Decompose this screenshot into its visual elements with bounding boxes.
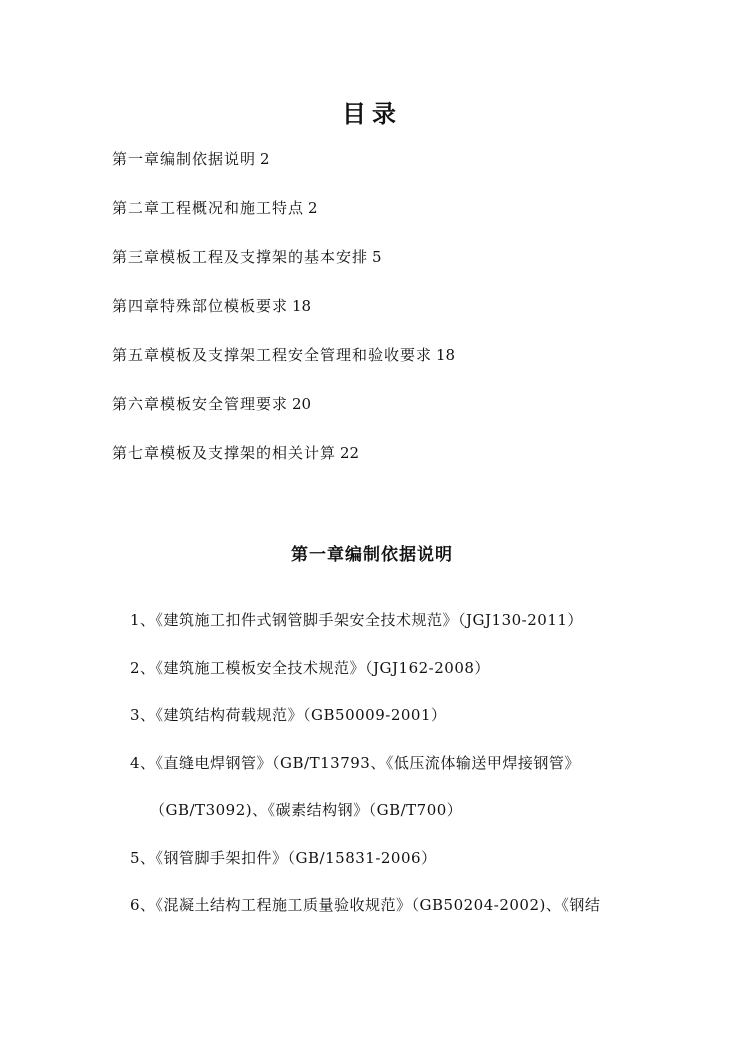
toc-list <box>112 146 455 489</box>
toc-entry-5[interactable] <box>112 342 455 391</box>
basis-list <box>130 606 600 939</box>
basis-line-4: 4、《直缝电焊钢管》（GB/T13793、《低压流体输送甲焊接钢管》 <box>130 753 580 772</box>
toc-entry-page: 2 <box>308 199 318 217</box>
toc-entry-page: 20 <box>292 395 312 413</box>
toc-entry-label: 第五章模板及支撑架工程安全管理和验收要求 <box>112 346 433 364</box>
toc-entry-page: 5 <box>372 248 382 266</box>
basis-line-1: 1、《建筑施工扣件式钢管脚手架安全技术规范》（JGJ130-2011） <box>130 611 583 629</box>
toc-entry-4[interactable] <box>112 293 455 342</box>
basis-line-3: 3、《建筑结构荷载规范》（GB50009-2001） <box>130 706 447 724</box>
toc-entry-6[interactable] <box>112 391 455 440</box>
toc-entry-1[interactable] <box>112 146 455 195</box>
basis-line-5: 5、《钢管脚手架扣件》（GB/15831-2006） <box>130 848 437 867</box>
toc-entry-7[interactable] <box>112 440 455 489</box>
toc-entry-label: 第一章编制依据说明 <box>112 150 257 168</box>
toc-entry-page: 18 <box>436 346 456 364</box>
toc-entry-2[interactable] <box>112 195 455 244</box>
toc-entry-label: 第四章特殊部位模板要求 <box>112 297 289 315</box>
toc-entry-label: 第三章模板工程及支撑架的基本安排 <box>112 248 369 266</box>
toc-entry-page: 22 <box>340 444 360 462</box>
toc-entry-label: 第六章模板安全管理要求 <box>112 395 289 413</box>
toc-entry-3[interactable] <box>112 244 455 293</box>
basis-line-2: 2、《建筑施工模板安全技术规范》（JGJ162-2008） <box>130 658 490 677</box>
toc-entry-label: 第二章工程概况和施工特点 <box>112 199 305 217</box>
toc-entry-page: 18 <box>292 297 312 315</box>
toc-entry-page: 2 <box>260 150 270 168</box>
chapter-heading: 第一章编制依据说明 <box>291 545 453 565</box>
toc-entry-label: 第七章模板及支撑架的相关计算 <box>112 444 337 462</box>
toc-title: 目录 <box>342 99 402 128</box>
basis-line-4-continued: （GB/T3092)、《碳素结构钢》（GB/T700） <box>150 801 463 819</box>
basis-line-6: 6、《混凝土结构工程施工质量验收规范》（GB50204-2002)、《钢结 <box>130 896 601 914</box>
